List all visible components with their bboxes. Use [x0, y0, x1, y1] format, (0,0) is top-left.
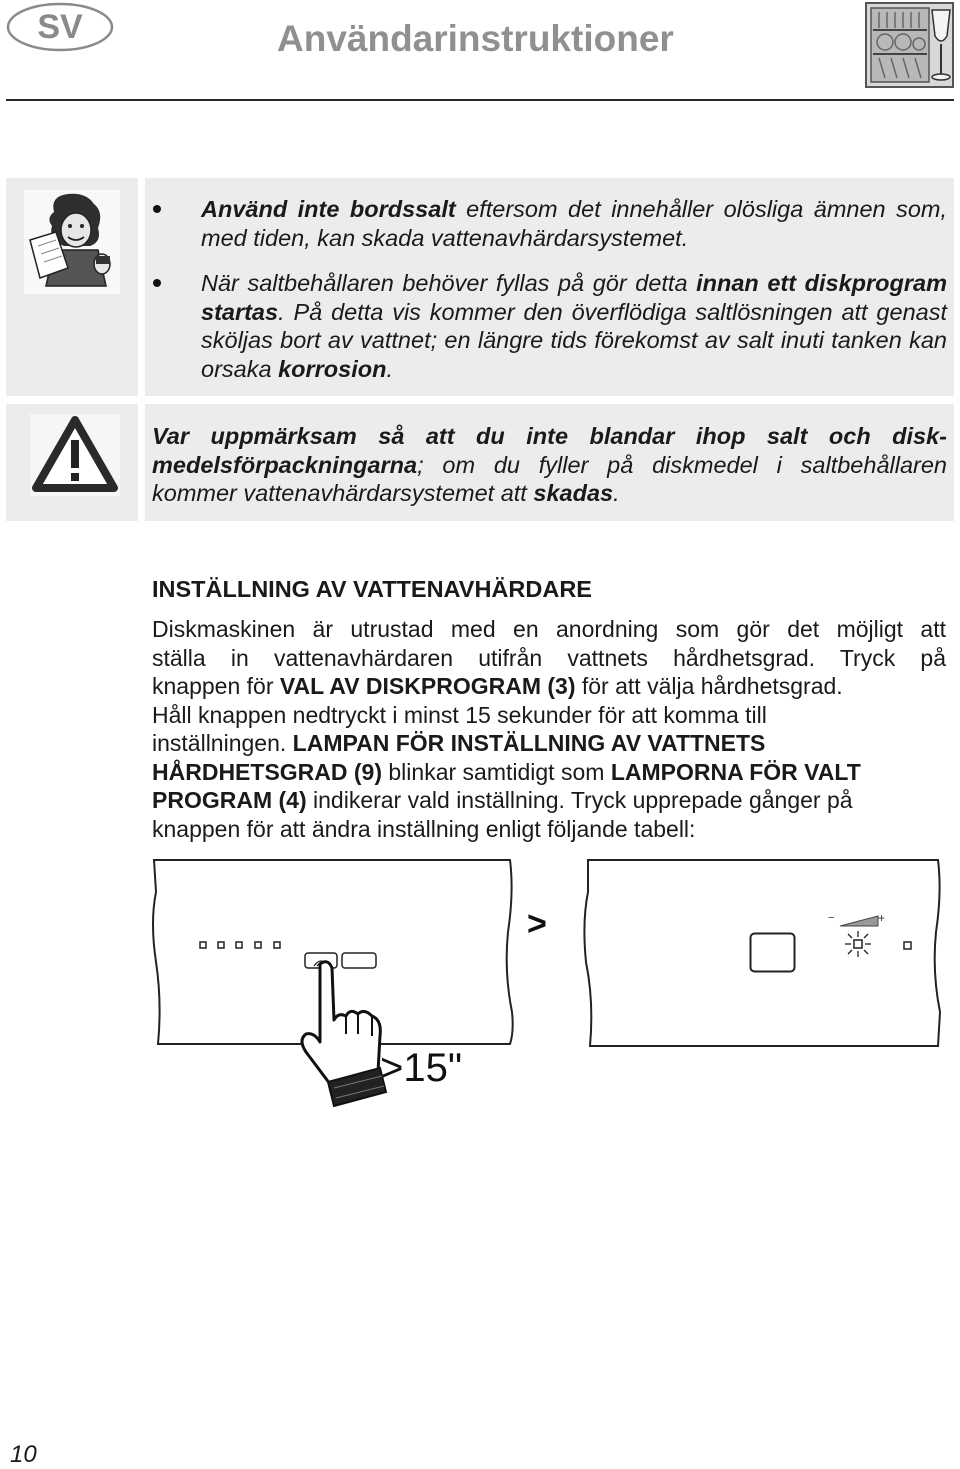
bullet-dot [153, 279, 161, 287]
bullet-dot [153, 205, 161, 213]
section-heading: INSTÄLLNING AV VATTENAVHÄRDARE [152, 576, 592, 602]
indicator-lamp-icon [903, 938, 913, 948]
body-line: inställningen. LAMPAN FÖR INSTÄLLNING AV VATTNETS [152, 730, 766, 756]
dishwasher-glass-icon [865, 2, 954, 88]
warning-icon-cell [6, 404, 138, 521]
body-line: ställa in vattenavhärdaren utifrån vattnets hårdhetsgrad. Tryck på [152, 644, 946, 671]
body-line: knappen för att ändra inställning enligt följande tabell: [152, 815, 696, 842]
control-panel-illustration [148, 852, 948, 1114]
hold-duration-label: >15" [380, 1046, 463, 1090]
language-badge: SV [37, 8, 83, 46]
note-icon-cell [6, 178, 138, 396]
body-line: PROGRAM (4) indikerar vald inställning. Tryck upprepade gånger på [152, 787, 853, 813]
section-body [152, 615, 946, 843]
next-step-arrow: > [527, 905, 547, 943]
body-line: Håll knappen nedtryckt i minst 15 sekunder för att komma till [152, 701, 767, 728]
pointing-hand-icon [294, 960, 394, 1110]
page-number: 10 [10, 1441, 37, 1468]
woman-reading-manual-icon [24, 190, 120, 294]
indicator-lamp-icon [199, 938, 339, 948]
display-window-icon [749, 932, 797, 974]
body-line: knappen för VAL AV DISKPROGRAM (3) för att välja hårdhetsgrad. [152, 673, 843, 699]
body-line: Diskmaskinen är utrustad med en anordning som gör det möjligt att [152, 616, 946, 642]
body-line: HÅRDHETSGRAD (9) blinkar samtidigt som LAMPORNA FÖR VALT [152, 758, 861, 785]
warning-text: Var uppmärksam så att du inte blandar ihop salt och disk-medelsförpackningarna; om du fyller på diskmedel i saltbehållaren kommer vattenavhärdarsystemet att skadas. [152, 423, 947, 506]
page-title: Användarinstruktioner [277, 18, 674, 59]
warning-triangle-icon [30, 414, 120, 496]
scale-minus-label: − [828, 912, 835, 924]
header-divider [6, 99, 954, 101]
bullet-refill-before-program: När saltbehållaren behöver fyllas på gör detta innan ett diskprogram startas. På detta vis kommer den överflödiga saltlösningen att genast sköljas bort av vattnet; en längre tids förekomst av salt inuti tanken kan orsaka korrosion. [201, 270, 947, 382]
blinking-lamp-icon [844, 930, 872, 958]
bullet-table-salt: Använd inte bordssalt eftersom det innehåller olösliga ämnen som, med tiden, kan skada vattenavhärdarsystemet. [201, 196, 947, 251]
scale-plus-label: + [878, 911, 886, 925]
